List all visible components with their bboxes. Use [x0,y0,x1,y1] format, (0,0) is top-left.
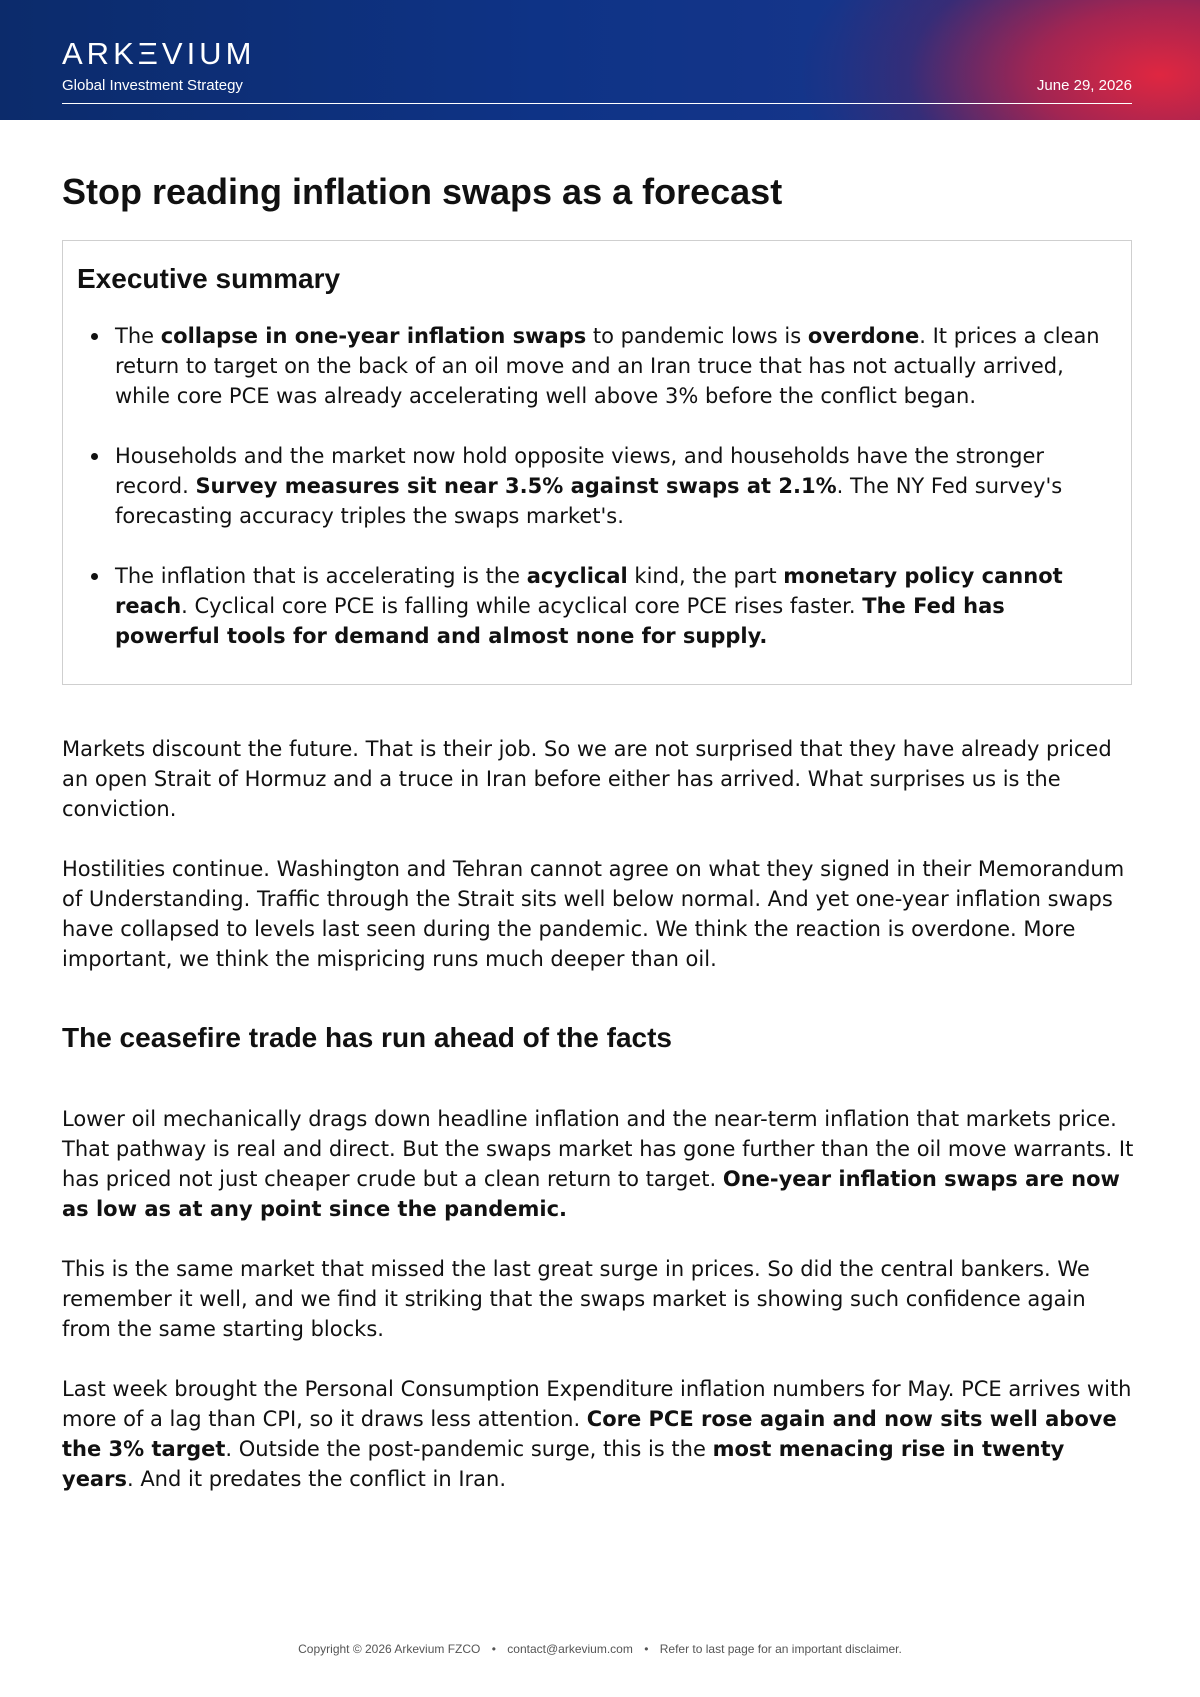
summary-heading: Executive summary [77,263,341,294]
intro-text [62,734,1137,1004]
publication-date: June 29, 2026 [1036,77,1132,94]
bold-emphasis: most menacing rise in twenty years [62,1437,1065,1491]
footer-separator: • [644,1642,649,1656]
summary-bullet-list [101,321,1111,681]
summary-bullet: The collapse in one-year inflation swaps to pandemic lows is overdone. It prices a clean return to target on the back of an oil move and an Iran truce that has not actually arrived, while core PCE was already accelerating well above 3% before the conflict began. [101,321,1111,411]
section-heading: The ceasefire trade has run ahead of the facts [62,1022,672,1053]
company-logo: ARKΞVIUM [62,36,256,71]
bold-emphasis: Core PCE rose again and now sits well above the 3% target [62,1407,1117,1461]
page-footer [0,1641,1200,1657]
section-text [62,1104,1137,1524]
bold-emphasis: Survey measures sit near 3.5% against swaps at 2.1% [195,474,837,498]
bold-emphasis: One-year inflation swaps are now as low as at any point since the pandemic. [62,1167,1120,1221]
executive-summary-box [62,240,1132,685]
bold-emphasis: The Fed has powerful tools for demand and almost none for supply. [115,594,1005,648]
page-title: Stop reading inflation swaps as a forecast [62,171,783,212]
header-divider [62,103,1132,104]
bold-emphasis: collapse in one-year inflation swaps [160,324,587,348]
footer-contact-link[interactable]: contact@arkevium.com [507,1642,633,1656]
header-subtitle: Global Investment Strategy [62,77,243,94]
bold-emphasis: acyclical [526,564,628,588]
body-paragraph: Last week brought the Personal Consumption Expenditure inflation numbers for May. PCE arrives with more of a lag than CPI, so it draws less attention. Core PCE rose again and now sits well above the 3% target. Outside the post-pandemic surge, this is the most menacing rise in twenty years. And it predates the conflict in Iran. [62,1377,1132,1491]
body-paragraph: Lower oil mechanically drags down headline inflation and the near-term inflation that markets price. That pathway is real and direct. But the swaps market has gone further than the oil move warrants. It has priced not just cheaper crude but a clean return to target. One-year inflation swaps are now as low as at any point since the pandemic. [62,1107,1134,1221]
footer-disclaimer: Refer to last page for an important disclaimer. [659,1642,902,1656]
bold-emphasis: overdone [807,324,920,348]
footer-copyright: Copyright © 2026 Arkevium FZCO [298,1642,481,1656]
summary-bullet: The inflation that is accelerating is the acyclical kind, the part monetary policy cannot reach. Cyclical core PCE is falling while acyclical core PCE rises faster. The Fed has powerful tools for demand and almost none for supply. [101,561,1111,651]
bold-emphasis: monetary policy cannot reach [115,564,1063,618]
footer-separator: • [491,1642,496,1656]
body-paragraph: This is the same market that missed the last great surge in prices. So did the central bankers. We remember it well, and we find it striking that the swaps market is showing such confidence again from the same starting blocks. [62,1257,1090,1341]
header-banner [0,0,1200,120]
summary-bullet: Households and the market now hold opposite views, and households have the stronger record. Survey measures sit near 3.5% against swaps at 2.1%. The NY Fed survey's forecasting accuracy triples the swaps market's. [101,441,1111,531]
body-paragraph: Hostilities continue. Washington and Tehran cannot agree on what they signed in their Memorandum of Understanding. Traffic through the Strait sits well below normal. And yet one-year inflation swaps have collapsed to levels last seen during the pandemic. We think the reaction is overdone. More important, we think the mispricing runs much deeper than oil. [62,857,1125,971]
body-paragraph: Markets discount the future. That is their job. So we are not surprised that they have already priced an open Strait of Hormuz and a truce in Iran before either has arrived. What surprises us is the conviction. [62,737,1112,821]
